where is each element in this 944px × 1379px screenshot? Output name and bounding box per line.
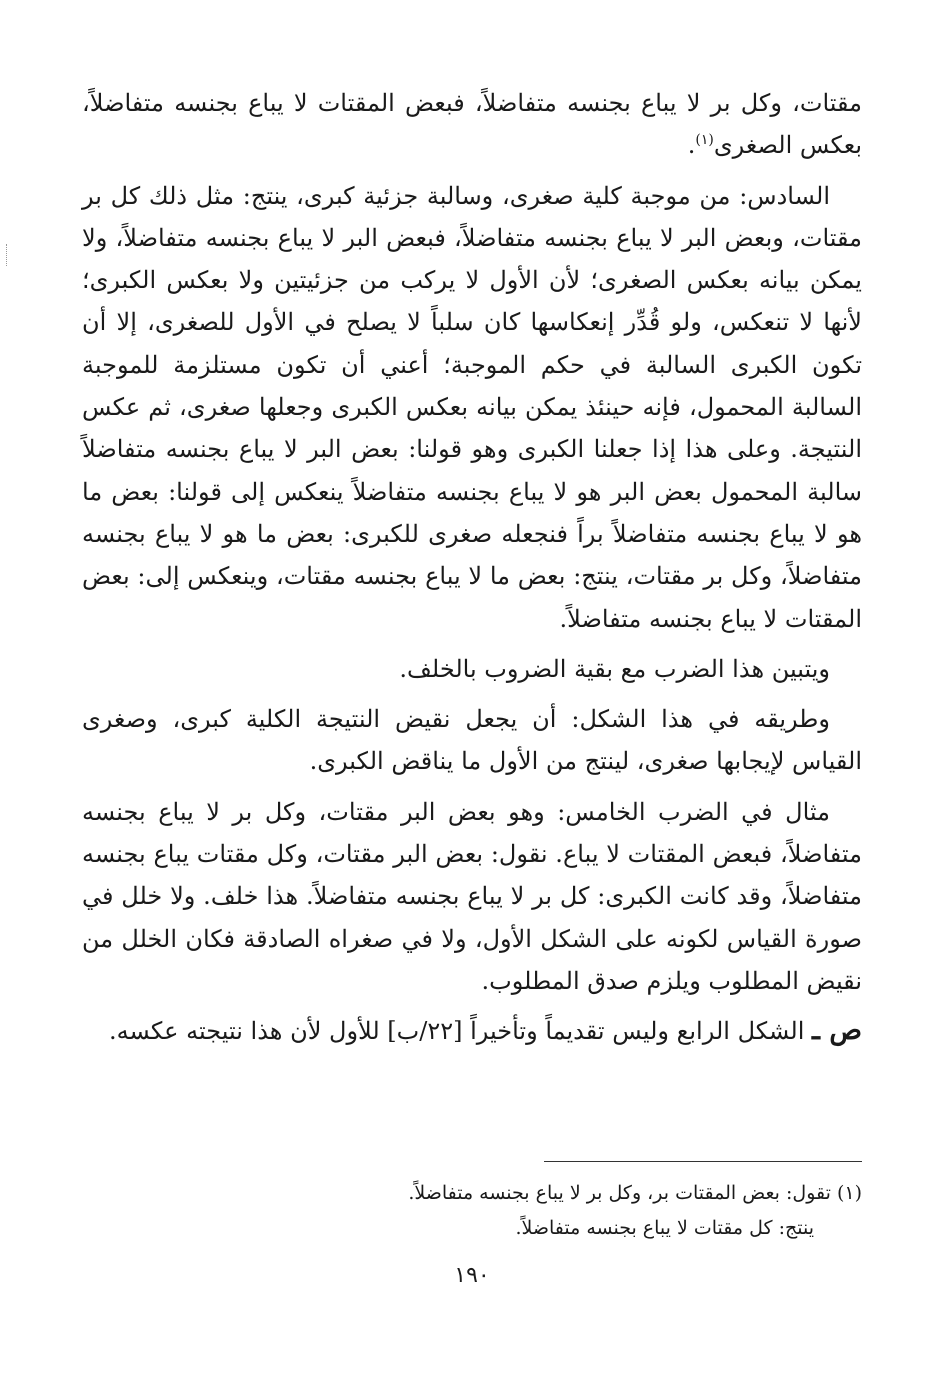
- paragraph-3: ويتبين هذا الضرب مع بقية الضروب بالخلف.: [399, 654, 830, 683]
- section-mark: ص ـ: [812, 1015, 862, 1047]
- paragraph-1: [82, 82, 862, 167]
- footnotes: [82, 1176, 862, 1246]
- paragraph-5: مثال في الضرب الخامس: وهو بعض البر مقتات، وكل بر لا يباع بجنسه متفاضلاً، فبعض المقتات لا يباع. نقول: بعض البر مقتات، وكل مقتات يباع بجنسه متفاضلاً، وقد كانت الكبرى: كل بر لا يباع بجنسه متفاضلاً. هذا خلف. ولا خلل في صورة القياس لكونه على الشكل الأول، ولا في صغراه الصادقة فكان الخلل من نقيض المطلوب ويلزم صدق المطلوب.: [82, 797, 862, 995]
- footnote-1-line-1: (١) تقول: بعض المقتات بر، وكل بر لا يباع بجنسه متفاضلاً.: [408, 1182, 862, 1204]
- footnote-reference: (١): [695, 132, 714, 149]
- page-number: ١٩٠: [454, 1263, 490, 1288]
- paragraph-6-text: الشكل الرابع وليس تقديماً وتأخيراً [٢٢/ب] للأول لأن هذا نتيجته عكسه.: [109, 1017, 805, 1046]
- page-body: [82, 82, 862, 1061]
- paragraph-4: وطريقه في هذا الشكل: أن يجعل نقيض النتيجة الكلية كبرى، وصغرى القياس لإيجابها صغرى، لينتج من الأول ما يناقض الكبرى.: [82, 705, 862, 776]
- footnote-separator: [544, 1161, 862, 1162]
- paragraph-1-text: مقتات، وكل بر لا يباع بجنسه متفاضلاً، فبعض المقتات لا يباع بجنسه متفاضلاً، بعكس الصغرى: [82, 89, 862, 160]
- scan-edge-mark: [6, 244, 11, 266]
- paragraph-1-tail: .: [687, 131, 696, 160]
- paragraph-2: السادس: من موجبة كلية صغرى، وسالبة جزئية كبرى، ينتج: مثل ذلك كل بر مقتات، وبعض البر لا يباع بجنسه متفاضلاً، فبعض البر لا يباع بجنسه متفاضلاً، ولا يمكن بيانه بعكس الصغرى؛ لأن الأول لا يركب من جزئيتين ولا بعكس الكبرى؛ لأنها لا تنعكس، ولو قُدِّر إنعكاسها كان سلباً لا يصلح في الأول للصغرى، إلا أن تكون الكبرى السالبة في حكم الموجبة؛ أعني أن تكون مستلزمة للموجبة السالبة المحمول، فإنه حينئذ يمكن بيانه بعكس الكبرى وجعلها صغرى، ثم عكس النتيجة. وعلى هذا إذا جعلنا الكبرى وهو قولنا: بعض البر لا يباع بجنسه متفاضلاً سالبة المحمول بعض البر هو لا يباع بجنسه متفاضلاً ينعكس إلى قولنا: بعض ما هو لا يباع بجنسه متفاضلاً براً فنجعله صغرى للكبرى: بعض ما هو لا يباع بجنسه متفاضلاً، وكل بر مقتات، ينتج: بعض ما لا يباع بجنسه مقتات، وينعكس إلى: بعض المقتات لا يباع بجنسه متفاضلاً.: [82, 181, 862, 633]
- footnote-1-line-2: ينتج: كل مقتات لا يباع بجنسه متفاضلاً.: [515, 1217, 814, 1239]
- paragraph-6: [82, 1010, 862, 1052]
